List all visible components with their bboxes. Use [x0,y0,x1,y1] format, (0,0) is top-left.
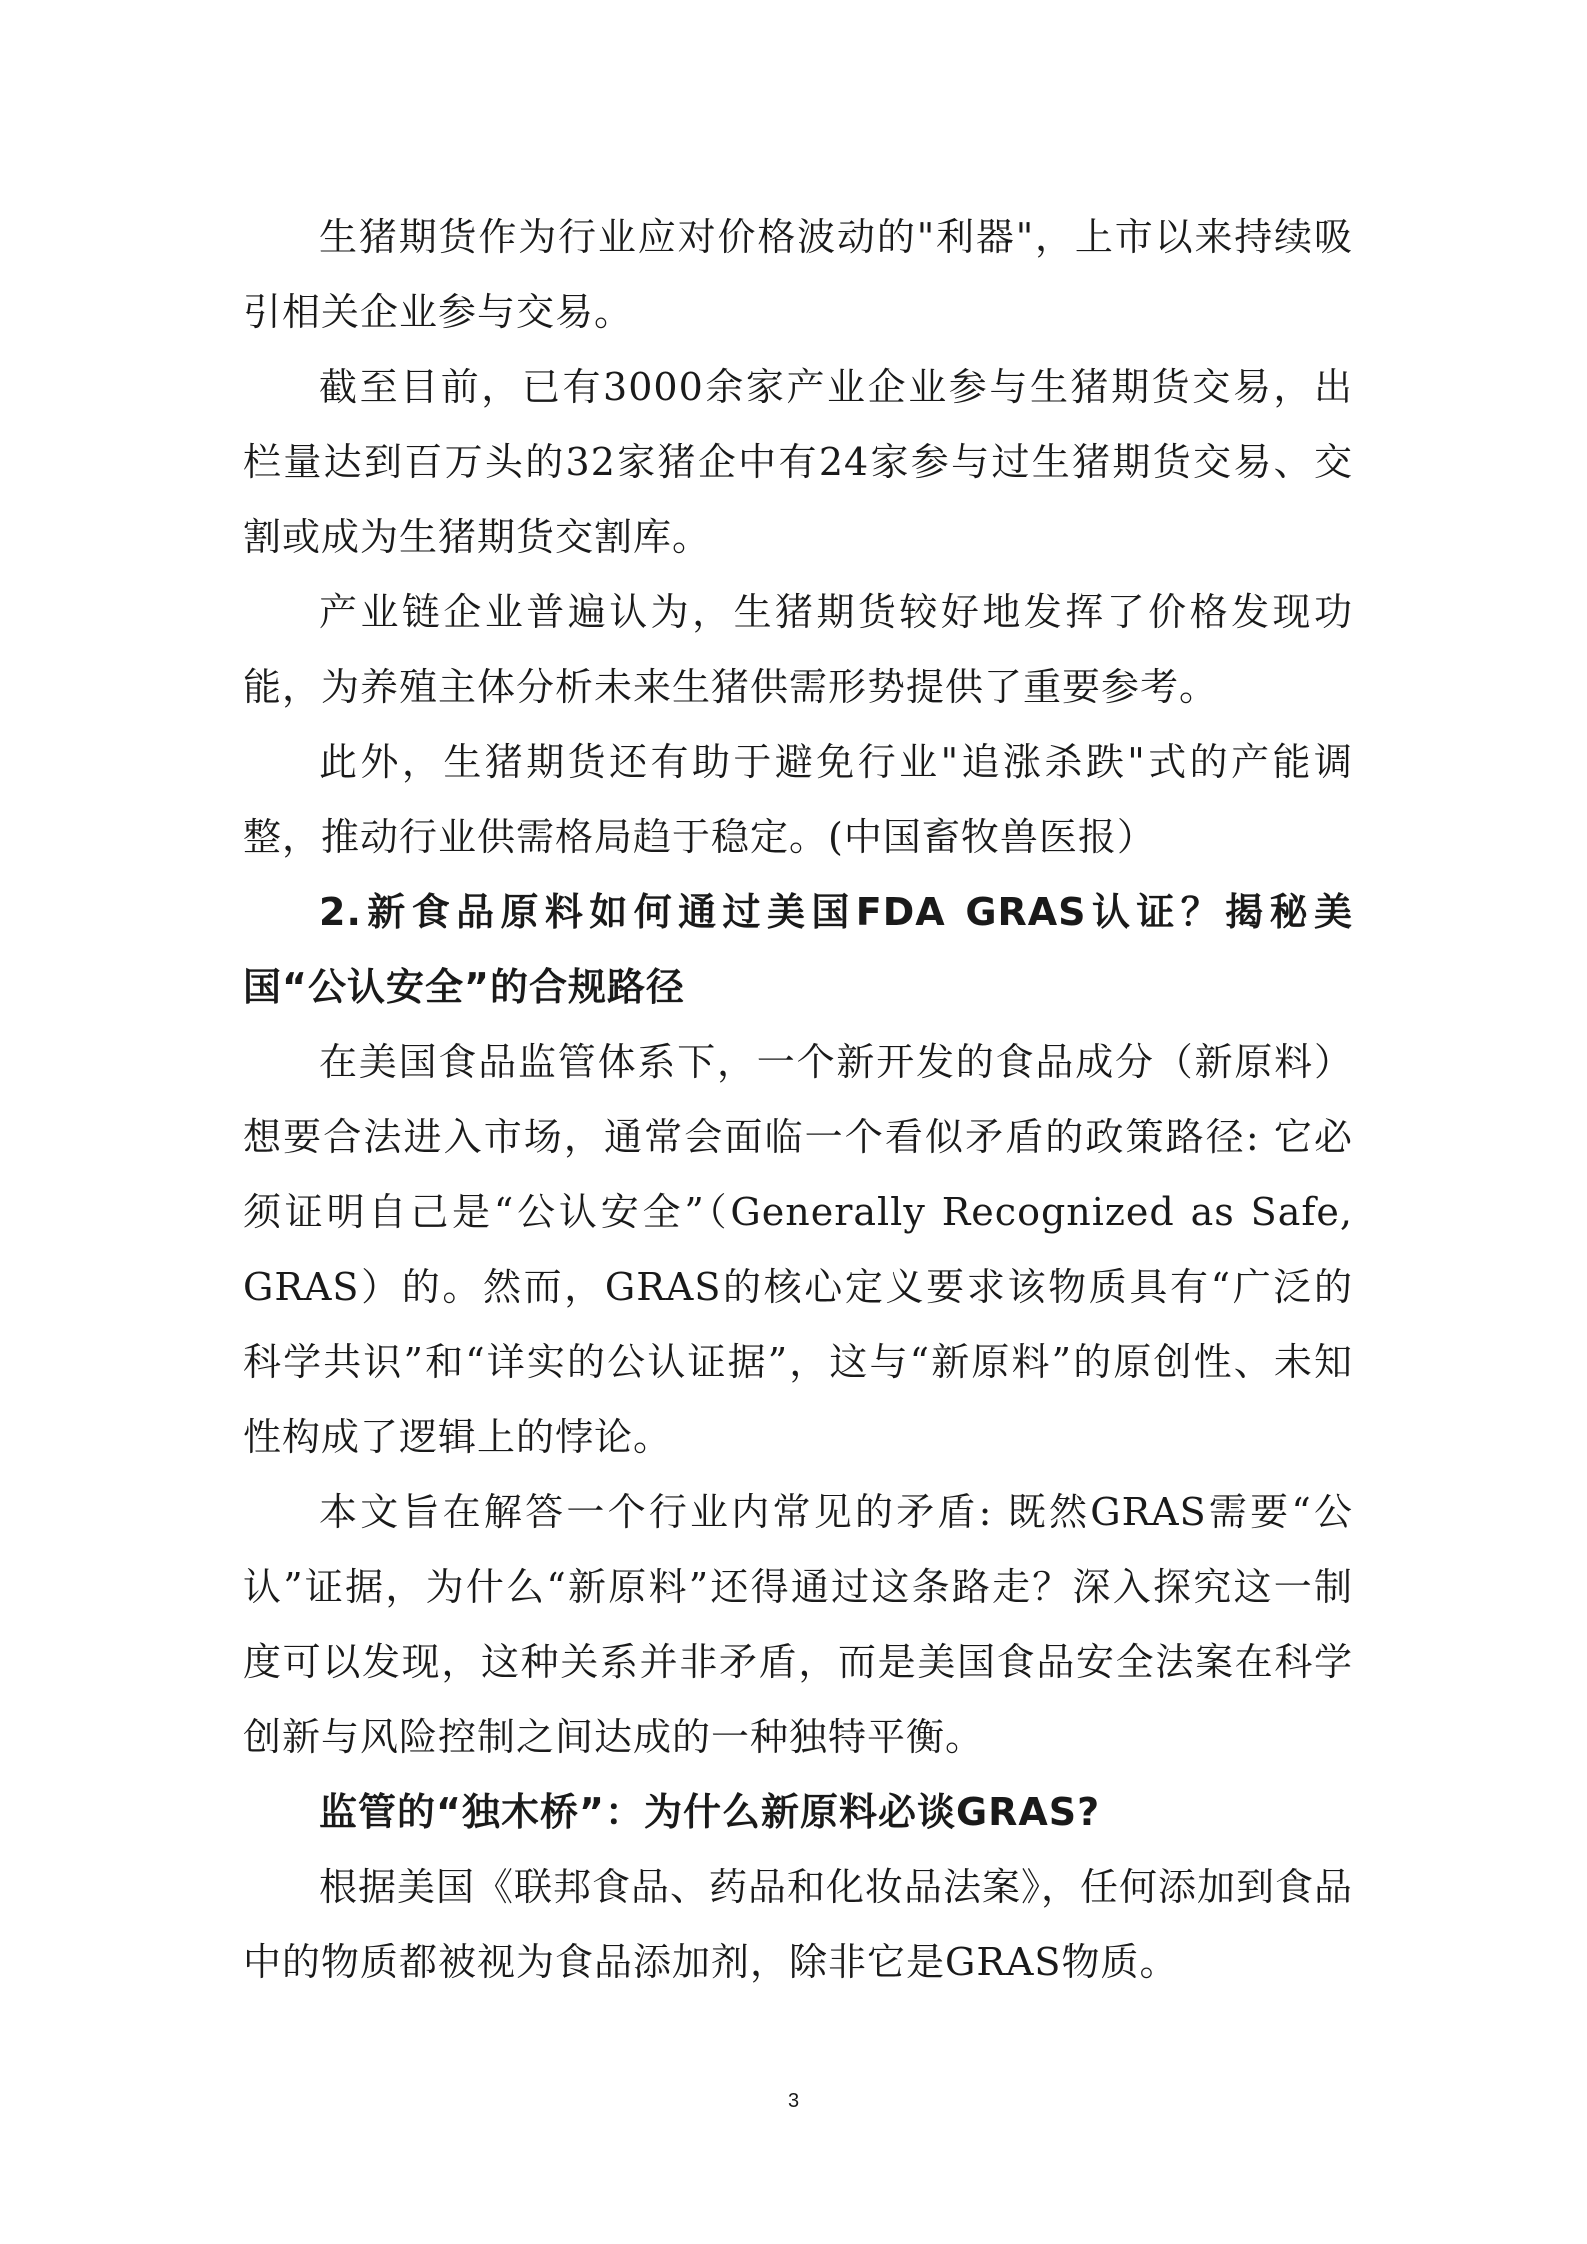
document-body [243,200,1353,2000]
paragraph-gras-paradox: 在美国食品监管体系下，一个新开发的食品成分（新原料）想要合法进入市场，通常会面临一个看似矛盾的政策路径: 它必须证明自己是“公认安全”（Generally Recognized as Safe, GRAS）的。然而，GRAS的核心定义要求该物质具有“广泛的科学共识”和“详实的公认证据”，这与“新原料”的原创性、未知性构成了逻辑上的悖论。 [243,1040,1353,1459]
paragraph-enterprise-participation: 截至目前，已有3000余家产业企业参与生猪期货交易，出栏量达到百万头的32家猪企中有24家参与过生猪期货交易、交割或成为生猪期货交割库。 [243,365,1353,559]
paragraph-hog-futures-intro: 生猪期货作为行业应对价格波动的"利器"，上市以来持续吸引相关企业参与交易。 [243,215,1353,334]
section-heading-gras-certification: 2.新食品原料如何通过美国FDA GRAS认证？揭秘美国“公认安全”的合规路径 [243,890,1353,1009]
paragraph-fdca-definition: 根据美国《联邦食品、药品和化妆品法案》，任何添加到食品中的物质都被视为食品添加剂，除非它是GRAS物质。 [243,1865,1354,1984]
subheading-single-plank-bridge: 监管的“独木桥”：为什么新原料必谈GRAS? [319,1790,1101,1834]
paragraph-price-discovery: 产业链企业普遍认为，生猪期货较好地发挥了价格发现功能，为养殖主体分析未来生猪供需形势提供了重要参考。 [243,590,1353,709]
paragraph-article-purpose: 本文旨在解答一个行业内常见的矛盾: 既然GRAS需要“公认”证据，为什么“新原料”还得通过这条路走？深入探究这一制度可以发现，这种关系并非矛盾，而是美国食品安全法案在科学创新与风险控制之间达成的一种独特平衡。 [243,1490,1353,1759]
page-number: 3 [787,2090,800,2112]
paragraph-capacity-adjustment: 此外，生猪期货还有助于避免行业"追涨杀跌"式的产能调整，推动行业供需格局趋于稳定。(中国畜牧兽医报） [243,740,1353,859]
